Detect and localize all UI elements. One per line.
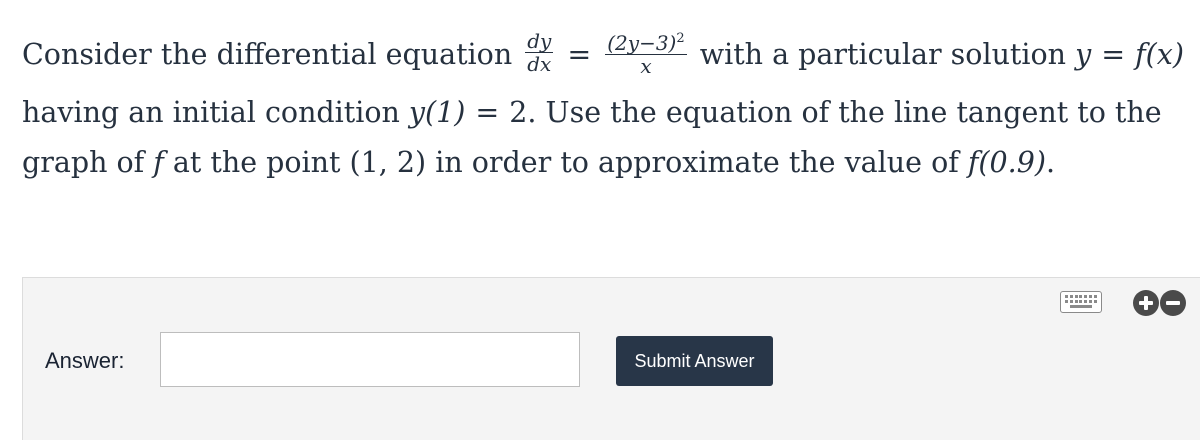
function-fx: f(x) [1135, 38, 1184, 71]
equals-sign: = [567, 38, 592, 71]
question-line3-a: graph of [22, 146, 154, 179]
question-mid: with a particular solution [690, 38, 1076, 71]
question-line-3 [22, 138, 1187, 188]
var-y: y [1075, 38, 1092, 71]
derivative-numerator: dy [527, 29, 552, 53]
submit-answer-button[interactable]: Submit Answer [616, 336, 773, 386]
function-f: f [153, 146, 164, 179]
question-text [22, 22, 1187, 188]
question-line2-a: having an initial condition [22, 96, 409, 129]
question-line3-c: in order to approximate the value of [426, 146, 968, 179]
rhs-numerator [605, 28, 686, 55]
answer-input[interactable] [160, 332, 580, 387]
initial-condition: y(1) [408, 96, 466, 129]
equals-sign-2: = [1101, 38, 1126, 71]
question-end: . [1045, 146, 1056, 179]
question-line-1 [22, 22, 1187, 88]
answer-label: Answer: [45, 348, 125, 373]
answer-panel [22, 277, 1200, 440]
rhs-numerator-base: (2y−3) [607, 31, 677, 55]
question-line-2 [22, 88, 1187, 138]
question-line2-b: 2. Use the equation of the line tangent to the [509, 96, 1162, 129]
derivative-denominator: dx [527, 52, 552, 76]
rhs-denominator: x [640, 54, 652, 78]
rhs-fraction [605, 28, 686, 77]
keyboard-icon[interactable] [1060, 291, 1102, 313]
question-intro: Consider the differential equation [22, 38, 522, 71]
question-line3-b: at the point [163, 146, 350, 179]
target-value: f(0.9) [967, 146, 1046, 179]
plus-circle-icon[interactable] [1133, 290, 1159, 316]
derivative-fraction [525, 30, 553, 75]
equals-sign-3: = [475, 96, 500, 129]
tangent-point: (1, 2) [349, 146, 427, 179]
minus-circle-icon[interactable] [1160, 290, 1186, 316]
rhs-exponent: 2 [676, 31, 685, 46]
